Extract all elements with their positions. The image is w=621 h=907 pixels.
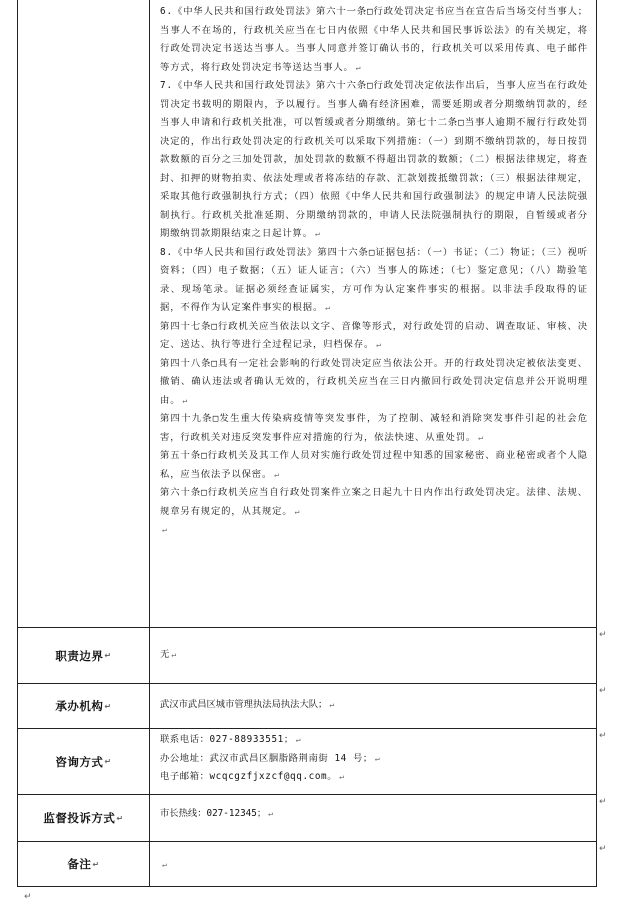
- agency-value: 武汉市武昌区城市管理执法局执法大队； ↵: [160, 699, 335, 710]
- supervision-row: [18, 794, 596, 841]
- paragraph-mark: ↵: [294, 506, 301, 516]
- row-end-mark: ↵: [599, 686, 607, 696]
- legal-basis-content: [150, 0, 596, 627]
- document-end-mark: ↵: [24, 892, 32, 902]
- supervision-value: 市长热线：027-12345； ↵: [160, 808, 273, 819]
- provision-47: 第四十七条□行政机关应当依法以文字、音像等形式，对行政处罚的启动、调查取证、审核、决定、送达、执行等进行全过程记录，归档保存。 ↵: [160, 320, 588, 350]
- paragraph-mark: ↵: [478, 432, 484, 442]
- paragraph-mark: ↵: [376, 340, 382, 349]
- paragraph-mark: ↵: [104, 757, 112, 766]
- contact-email[interactable]: 电子邮箱：wcqcgzfjxzcf@qq.com。 ↵: [160, 771, 345, 782]
- paragraph-mark: ↵: [329, 700, 335, 709]
- row-end-mark: ↵: [599, 731, 607, 741]
- paragraph-mark: ↵: [339, 772, 345, 781]
- paragraph-mark: ↵: [325, 303, 331, 312]
- paragraph-mark: ↵: [116, 813, 124, 823]
- paragraph-mark: ↵: [355, 62, 362, 72]
- provision-48: 第四十八条□具有一定社会影响的行政处罚决定应当依法公开。开的行政处罚决定被依法变更、撤销、确认违法或者确认无效的，行政机关应当在三日内撤回行政处罚决定信息并公开说明理由。 ↵: [160, 357, 588, 406]
- paragraph-mark: ↵: [374, 753, 381, 763]
- legal-basis-label-cell: [18, 0, 150, 627]
- remarks-row: [18, 841, 596, 886]
- row-end-mark: ↵: [599, 844, 607, 854]
- scope-value: 无 ↵: [160, 649, 177, 660]
- paragraph-mark: ↵: [171, 650, 177, 659]
- contact-value: [150, 729, 596, 794]
- paragraph-mark: ↵: [162, 860, 167, 869]
- empty-paragraph: [160, 521, 588, 540]
- supervision-label: 监督投诉方式 ↵: [18, 795, 150, 841]
- scope-row: [18, 627, 596, 683]
- provision-49: 第四十九条□发生重大传染病疫情等突发事件，为了控制、减轻和消除突发事件引起的社会危害，行政机关对违反突发事件应对措施的行为，依法快速、从重处罚。 ↵: [160, 413, 588, 443]
- paragraph-mark: ↵: [314, 229, 321, 238]
- paragraph-mark: ↵: [268, 809, 273, 818]
- paragraph-mark: ↵: [162, 525, 168, 534]
- provision-50: 第五十条□行政机关及其工作人员对实施行政处罚过程中知悉的国家秘密、商业秘密或者个人隐私，应当依法予以保密。 ↵: [160, 450, 588, 480]
- service-info-table: [17, 0, 597, 887]
- paragraph-mark: ↵: [182, 395, 189, 405]
- row-end-mark: ↵: [599, 630, 607, 640]
- paragraph-mark: ↵: [92, 859, 100, 869]
- agency-label: 承办机构 ↵: [18, 684, 150, 728]
- paragraph-mark: ↵: [295, 735, 302, 744]
- contact-phone: 联系电话：027-88933551； ↵: [160, 734, 302, 745]
- scope-label: 职责边界 ↵: [18, 628, 150, 683]
- agency-row: [18, 683, 596, 728]
- remarks-value: [150, 842, 596, 886]
- provision-7: 7.《中华人民共和国行政处罚法》第六十六条□行政处罚决定依法作出后，当事人应当在行政处罚决定书载明的期限内，予以履行。当事人确有经济困难，需要延期或者分期缴纳罚款的，经当事人申请和行政机关批准，可以暂缓或者分期缴纳。第七十二条□当事人逾期不履行行政处罚决定的，作出行政处罚决定的行政机关可以采取下列措施：（一）到期不缴纳罚款的，每日按罚款数额的百分之三加处罚款，加处罚款的数额不得超出罚款的数额；（二）根据法律规定，将查封、扣押的财物拍卖、依法处理或者将冻结的存款、汇款划拨抵缴罚款；（三）根据法律规定，采取其他行政强制执行方式；（四）依照《中华人民共和国行政强制法》的规定申请人民法院强制执行。行政机关批准延期、分期缴纳罚款的，申请人民法院强制执行的期限，自暂缓或者分期缴纳罚款期限结束之日起计算。 ↵: [160, 80, 588, 239]
- provision-60: 第六十条□行政机关应当自行政处罚案件立案之日起九十日内作出行政处罚决定。法律、法规、规章另有规定的，从其规定。 ↵: [160, 487, 588, 517]
- contact-address: 办公地址：武汉市武昌区胭脂路荆南街 14 号； ↵: [160, 752, 381, 764]
- contact-label: 咨询方式 ↵: [18, 729, 150, 794]
- legal-basis-row: [18, 0, 596, 627]
- provision-6: 6.《中华人民共和国行政处罚法》第六十一条□行政处罚决定书应当在宣告后当场交付当事人；当事人不在场的，行政机关应当在七日内依照《中华人民共和国民事诉讼法》的有关规定，将行政处罚决定书送达当事人。当事人同意并签订确认书的，行政机关可以采用传真、电子邮件等方式，将行政处罚决定书等送达当事人。 ↵: [160, 6, 588, 73]
- contact-row: [18, 728, 596, 794]
- paragraph-mark: ↵: [274, 469, 280, 479]
- paragraph-mark: ↵: [104, 701, 112, 711]
- paragraph-mark: ↵: [104, 651, 112, 660]
- provision-8: 8.《中华人民共和国行政处罚法》第四十六条□证据包括：（一）书证；（二）物证；（三）视听资料；（四）电子数据；（五）证人证言；（六）当事人的陈述；（七）鉴定意见；（八）勘验笔录、现场笔录。证据必须经查证属实，方可作为认定案件事实的根据。以非法手段取得的证据，不得作为认定案件事实的根据。 ↵: [160, 246, 588, 313]
- row-end-mark: ↵: [599, 797, 607, 807]
- remarks-label: 备注 ↵: [18, 842, 150, 886]
